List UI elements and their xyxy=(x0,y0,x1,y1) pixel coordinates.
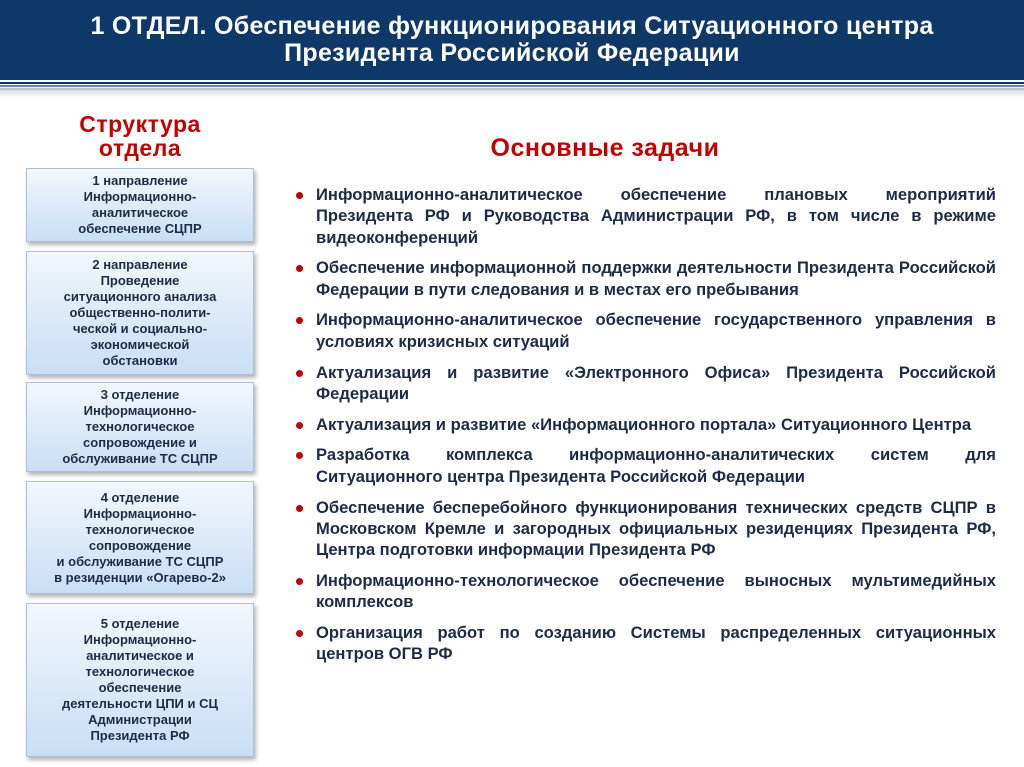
task-text: Информационно-аналитическое обеспечение государственного управления в условиях кризисных ситуаций xyxy=(316,310,996,351)
structure-title-line2: отдела xyxy=(98,135,182,161)
bullet-icon xyxy=(296,630,303,637)
header-divider xyxy=(0,80,1024,90)
bullet-icon xyxy=(296,265,303,272)
task-item xyxy=(296,257,996,300)
bullet-icon xyxy=(296,452,303,459)
task-item xyxy=(296,497,996,561)
bullet-icon xyxy=(296,505,303,512)
task-item xyxy=(296,570,996,613)
structure-title-line1: Структура xyxy=(79,111,201,137)
task-item xyxy=(296,414,996,435)
task-text: Информационно-аналитическое обеспечение плановых мероприятий Президента РФ и Руководства Администрации РФ, в том числе в режиме видеоконференций xyxy=(316,185,996,247)
task-text: Обеспечение бесперебойного функционирования технических средств СЦПР в Московском Кремле и загородных официальных резиденциях Президента РФ, Центра подготовки информации Президента РФ xyxy=(316,497,996,560)
task-text: Организация работ по созданию Системы распределенных ситуационных центров ОГВ РФ xyxy=(316,623,996,664)
bullet-icon xyxy=(296,192,303,199)
tasks-list xyxy=(296,184,996,674)
task-text: Информационно-технологическое обеспечение выносных мультимедийных комплексов xyxy=(316,570,996,612)
task-text: Актуализация и развитие «Электронного Офиса» Президента Российской Федерации xyxy=(316,362,996,403)
task-item xyxy=(296,622,996,665)
bullet-icon xyxy=(296,370,303,377)
task-item xyxy=(296,309,996,352)
unit-box-3: 3 отделение Информационно- технологическое сопровождение и обслуживание ТС СЦПР xyxy=(26,382,254,472)
task-text: Разработка комплекса информационно-аналитических систем для Ситуационного центра Президента Российской Федерации xyxy=(316,445,996,486)
slide-title-line1: 1 ОТДЕЛ. Обеспечение функционирования Ситуационного центра xyxy=(90,12,934,40)
unit-box-5: 5 отделение Информационно- аналитическое и технологическое обеспечение деятельности ЦПИ и СЦ Администрации Президента РФ xyxy=(26,603,254,757)
tasks-title: Основные задачи xyxy=(490,134,720,162)
unit-box-1: 1 направление Информационно- аналитическое обеспечение СЦПР xyxy=(26,168,254,242)
task-item xyxy=(296,362,996,405)
slide-title-line2: Президента Российской Федерации xyxy=(284,39,740,67)
bullet-icon xyxy=(296,578,303,585)
task-text: Актуализация и развитие «Информационного портала» Ситуационного Центра xyxy=(316,414,972,434)
bullet-icon xyxy=(296,317,303,324)
unit-box-2: 2 направление Проведение ситуационного анализа общественно-полити- ческой и социально- экономической обстановки xyxy=(26,251,254,375)
unit-box-4: 4 отделение Информационно- технологическое сопровождение и обслуживание ТС СЦПР в резиденции «Огарево-2» xyxy=(26,481,254,594)
header-shadow xyxy=(0,90,1024,98)
slide-header xyxy=(0,0,1024,80)
task-item xyxy=(296,184,996,248)
structure-title xyxy=(20,112,260,160)
task-item xyxy=(296,444,996,487)
task-text: Обеспечение информационной поддержки деятельности Президента Российской Федерации в пути следования и в местах его пребывания xyxy=(316,258,996,299)
bullet-icon xyxy=(296,422,303,429)
